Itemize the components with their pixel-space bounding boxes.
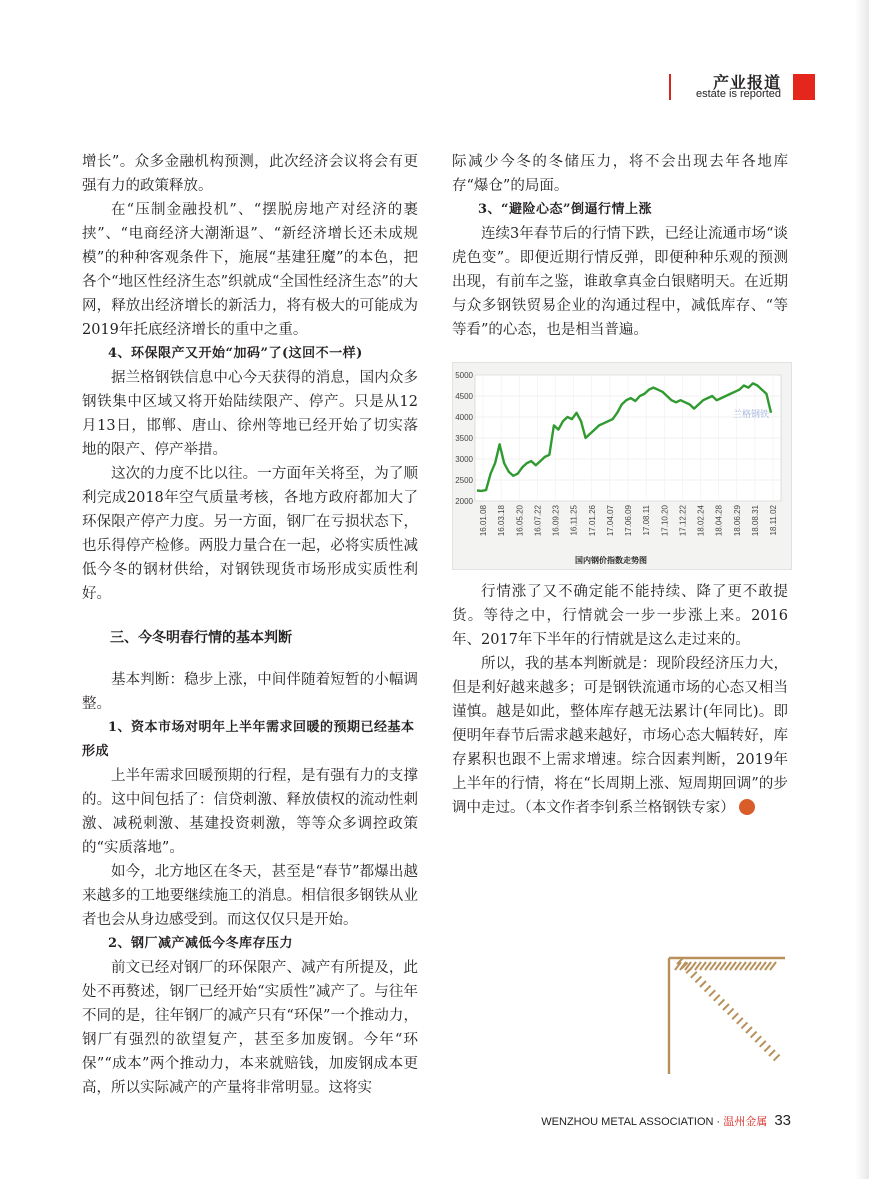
steel-price-chart: [452, 362, 792, 570]
x-tick-label: 17.04.07: [605, 505, 615, 537]
subheading: 1、资本市场对明年上半年需求回暖的预期已经基本形成: [82, 720, 415, 759]
subheading: 3、“避险心态”倒逼行情上涨: [478, 202, 653, 217]
left-column: [82, 150, 418, 1100]
hatch-line: [764, 1045, 770, 1051]
x-tick-label: 17.08.11: [642, 505, 652, 536]
x-tick-label: 17.10.20: [660, 505, 670, 537]
footer-org: WENZHOU METAL ASSOCIATION: [541, 1116, 714, 1128]
subheading: 2、钢厂减产减低今冬库存压力: [108, 936, 294, 951]
page-footer: [541, 1112, 791, 1129]
hatch-line: [723, 1004, 729, 1010]
hatch-line: [705, 986, 711, 992]
x-tick-label: 18.08.31: [750, 505, 760, 537]
hatch-line: [714, 995, 720, 1001]
paragraph: 这次的力度不比以往。一方面年关将至，为了顺利完成2018年空气质量考核，各地方政府都加大了环保限产停产力度。另一方面，钢厂在亏损状态下，也乐得停产检修。两股力量合在一起，必将实质性减低今冬的钢材供给，对钢铁现货市场形成实质性利好。: [82, 466, 418, 602]
hatch-line: [741, 1022, 747, 1028]
paragraph: 际减少今冬的冬储压力，将不会出现去年各地库存“爆仓”的局面。: [452, 154, 788, 194]
paragraph: 据兰格钢铁信息中心今天获得的消息，国内众多钢铁集中区域又将开始陆续限产、停产。只是从12月13日，邯郸、唐山、徐州等地已经开始了切实落地的限产、停产举措。: [82, 370, 418, 458]
hatch-line: [737, 1018, 743, 1024]
chart-title: 国内钢价指数走势图: [575, 556, 647, 565]
y-tick-label: 3000: [455, 455, 473, 464]
subheading: 4、环保限产又开始“加码”了(这回不一样): [108, 346, 363, 361]
paragraph: [452, 652, 788, 820]
y-tick-label: 3500: [455, 434, 473, 443]
chart-svg: [453, 363, 791, 569]
x-tick-label: 17.06.09: [624, 505, 633, 537]
x-tick-label: 16.09.23: [551, 505, 561, 537]
paragraph: 增长”。众多金融机构预测，此次经济会议将会有更强有力的政策释放。: [82, 154, 418, 194]
hatch-line: [732, 1013, 738, 1019]
y-tick-label: 2000: [455, 497, 473, 506]
hatch-line: [755, 1036, 761, 1042]
x-tick-label: 17.01.26: [587, 505, 597, 537]
x-tick-label: 18.02.24: [696, 505, 706, 537]
x-tick-label: 16.11.25: [569, 505, 579, 536]
section-header: [669, 72, 789, 102]
y-tick-label: 4500: [455, 392, 473, 401]
section-heading: 三、今冬明春行情的基本判断: [110, 630, 292, 646]
header-subtitle: estate is reported: [696, 88, 781, 100]
hatch-line: [691, 972, 697, 978]
footer-separator: ·: [716, 1116, 721, 1128]
hatch-line: [728, 1009, 734, 1015]
watermark-text: 兰格钢铁: [732, 410, 770, 420]
x-tick-label: 16.05.20: [515, 505, 525, 537]
x-tick-label: 18.06.29: [732, 505, 742, 537]
hatch-line: [746, 1027, 752, 1033]
y-tick-label: 4000: [455, 413, 473, 422]
paragraph: 基本判断：稳步上涨，中间伴随着短暂的小幅调整。: [82, 672, 418, 712]
hatch-line: [700, 981, 706, 987]
paragraph: 上半年需求回暖预期的行程，是有强有力的支撑的。这中间包括了：信贷刺激、释放债权的流动性刺激、减税刺激、基建投资刺激，等等众多调控政策的“实质落地”。: [82, 768, 418, 856]
hatch-line: [709, 990, 715, 996]
y-tick-label: 5000: [455, 371, 473, 380]
header-accent-block: [793, 74, 815, 100]
page-edge-shadow: [855, 0, 869, 1179]
footer-magazine: 温州金属: [723, 1116, 768, 1128]
paragraph: 行情涨了又不确定能不能持续、降了更不敢提货。等待之中，行情就会一步一步涨上来。2016年、2017年下半年的行情就是这么走过来的。: [452, 584, 788, 648]
hatch-line: [751, 1032, 757, 1038]
x-tick-label: 16.03.18: [497, 505, 507, 537]
x-tick-label: 18.04.28: [714, 505, 724, 537]
corner-decoration: [667, 956, 787, 1076]
hatch-line: [760, 1041, 766, 1047]
header-title: 产业报道: [712, 73, 781, 92]
hatch-line: [695, 976, 701, 982]
x-tick-label: 17.12.22: [678, 505, 688, 537]
paragraph-text: 所以，我的基本判断就是：现阶段经济压力大，但是利好越来越多；可是钢铁流通市场的心态又相当谨慎。越是如此，整体库存越无法累计(年同比)。即便明年春节后需求越来越好，市场心态大幅转好，库存累积也跟不上需求增速。综合因素判断，2019年上半年的行情，将在“长周期上涨、短周期回调”的步调中走过。（本文作者李钊系兰格钢铁专家）: [452, 656, 788, 816]
page-number: 33: [774, 1112, 791, 1129]
paragraph: 前文已经对钢厂的环保限产、减产有所提及，此处不再赘述，钢厂已经开始“实质性”减产了。与往年不同的是，往年钢厂的减产只有“环保”一个推动力，钢厂有强烈的欲望复产，甚至多加废钢。今年“环保”“成本”两个推动力，本来就赔钱，加废钢成本更高，所以实际减产的产量将非常明显。这将实: [82, 960, 418, 1096]
paragraph: 在“压制金融投机”、“摆脱房地产对经济的裹挟”、“电商经济大潮渐退”、“新经济增长还未成规模”的种种客观条件下，施展“基建狂魔”的本色，把各个“地区性经济生态”织就成“全国性经济生态”的大网，释放出经济增长的新活力，将有极大的可能成为2019年托底经济增长的重中之重。: [82, 202, 418, 338]
x-tick-label: 18.11.02: [769, 505, 778, 536]
x-tick-label: 16.01.08: [479, 505, 488, 537]
header-rule: [669, 74, 671, 100]
end-mark-icon: [739, 799, 755, 815]
hatch-line: [774, 1055, 780, 1061]
y-tick-label: 2500: [455, 476, 473, 485]
hatch-line: [718, 999, 724, 1005]
hatch-line: [769, 1050, 775, 1056]
paragraph: 连续3年春节后的行情下跌，已经让流通市场“谈虎色变”。即便近期行情反弹，即便种种乐观的预测出现，有前车之鉴，谁敢拿真金白银赌明天。在近期与众多钢铁贸易企业的沟通过程中，减低库存、“等等看”的心态，也是相当普遍。: [452, 226, 788, 338]
paragraph: 如今，北方地区在冬天，甚至是“春节”都爆出越来越多的工地要继续施工的消息。相信很多钢铁从业者也会从身边感受到。而这仅仅只是开始。: [82, 864, 418, 928]
x-tick-label: 16.07.22: [533, 505, 543, 537]
